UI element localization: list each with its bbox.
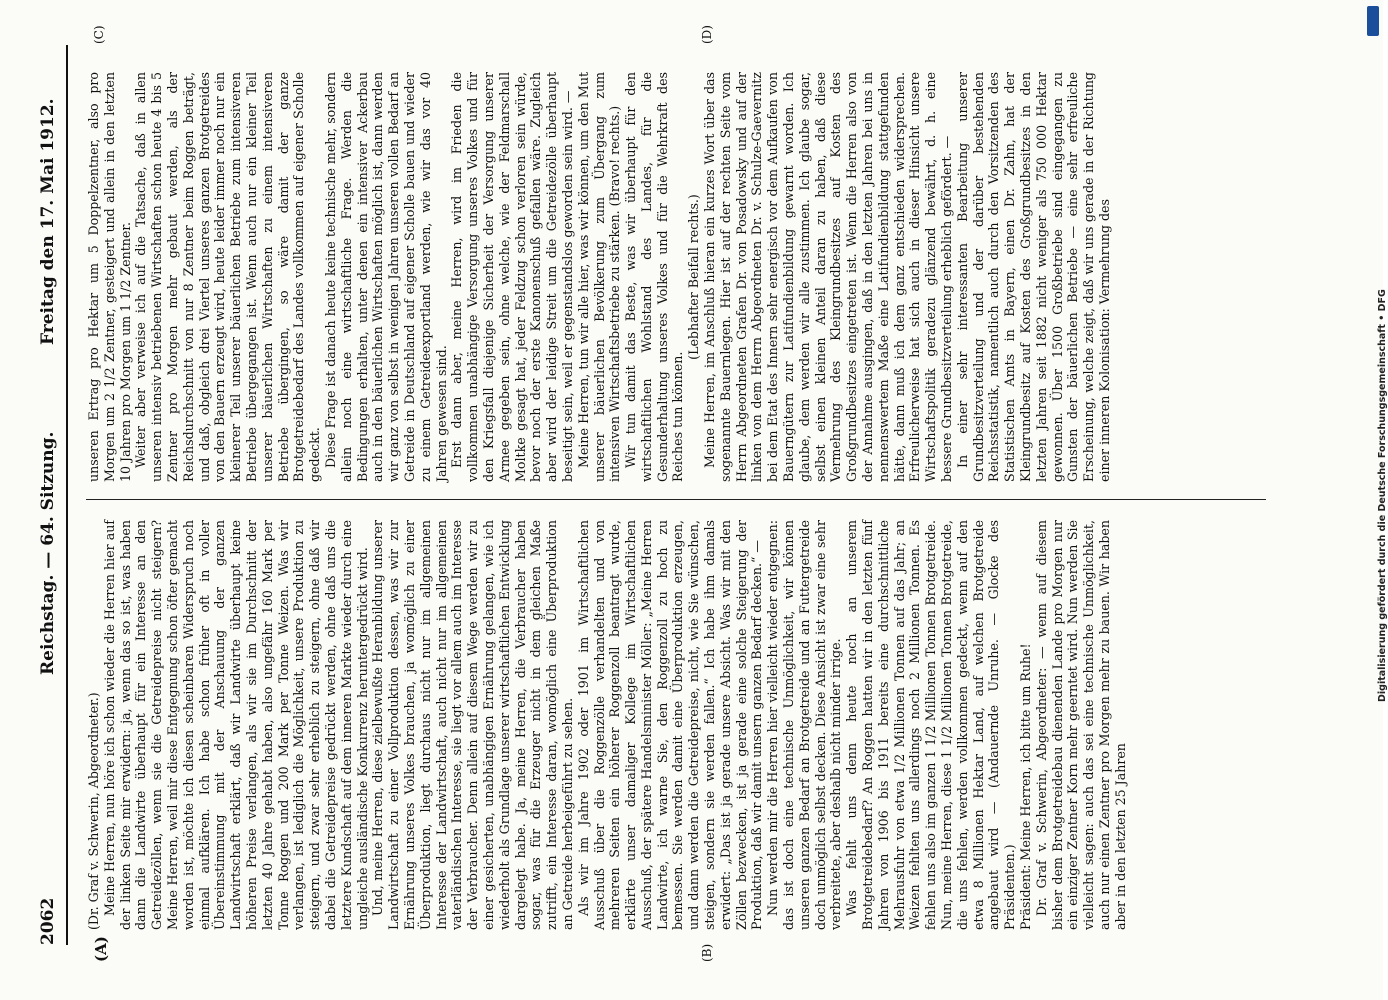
paragraph: Dr. Graf v. Schwerin, Abgeordneter: — wenn auf diesem bisher dem Brotgetreidebau dienenden Lande pro Morgen nur ein einziger Zentner Korn mehr geerntet wird. Nun werden Sie vielleicht sagen: auch das sei eine technische Unmöglichkeit, auch nur einen Zentner pro Morgen mehr zu bauen. Wir haben aber in den letzten 25 Jahren [1033,520,1128,930]
page-header [32,45,66,945]
page-number: 2062 [38,897,58,945]
paragraph: Wir tun damit das Beste, was wir überhaupt für den wirtschaftlichen Wohlstand des Landes, für die Gesunderhaltung unseres Volkes und für die Wehrkraft des Reiches tun können. [623,72,686,482]
president-remark: Präsident: Meine Herren, ich bitte um Ruhe! [1018,643,1034,930]
session-date: Freitag den 17. Mai 1912. [38,98,58,345]
margin-marker-b: (B) [700,943,714,962]
margin-marker-c: (C) [92,25,106,44]
paragraph: Weiter aber verweise ich auf die Tatsache, daß in allen unseren intensiv betriebenen Wirtschaften schon heute 4 bis 5 Zentner pro Morgen mehr gebaut werden, als der Reichsdurchschnitt von nur 8 Zentner beim Roggen beträgt, und daß, obgleich drei Viertel unseres ganzen Brotgetreides von den Bauern erzeugt wird, heute leider immer noch nur ein kleinerer Teil unserer bäuerlichen Betriebe zum intensiveren Betriebe übergegangen ist. Wenn auch nur ein kleiner Teil unserer bäuerlichen Wirtschaften zu einem intensiveren Betriebe übergingen, so wäre damit der ganze Brotgetreidebedarf des Landes vollkommen auf eigener Scholle gedeckt. [133,72,323,482]
right-column [86,72,1286,482]
paragraph: Was fehlt uns denn heute noch an unserem Brotgetreidebedarf? An Roggen hatten wir in den letzten fünf Jahren von 1906 bis 1911 bereits eine durchschnittliche Mehrausfuhr von etwa 1/2 Millionen Tonnen auf das Jahr; an Weizen fehlten uns allerdings noch 2 Millionen Tonnen. Es fehlen uns also im ganzen 1 1/2 Millionen Tonnen Brotgetreide. Nun, meine Herren, diese 1 1/2 Millionen Tonnen Brotgetreide, die uns fehlen, werden vollkommen gedeckt, wenn auf den etwa 8 Millionen Hektar Land, auf welchen Brotgetreide angebaut wird — (Andauernde Unruhe. — Glocke des Präsidenten.) [844,520,1018,930]
paragraph: Meine Herren, tun wir alle hier, was wir können, um den Mut unserer bäuerlichen Bevölkerung zum Übergang zum intensiven Wirtschaftsbetriebe zu stärken. (Bravo! rechts.) [575,72,623,482]
credit-strip [1365,10,1388,710]
paragraph: Meine Herren, nun höre ich schon wieder die Herren hier auf der linken Seite mir erwidern: ja, wenn das so ist, was haben dann die Landwirte überhaupt für ein Interesse an den Getreidezöllen, wenn sie die Getreidepreise nicht steigern? Meine Herren, weil mir diese Entgegnung schon öfter gemacht worden ist, möchte ich diesen scheinbaren Widerspruch noch einmal aufklären. Ich habe schon früher oft in voller Übereinstimmung mit der Anschauung der ganzen Landwirtschaft erklärt, daß wir Landwirte überhaupt keine höheren Preise verlangen, als wir sie im Durchschnitt der letzten 40 Jahre gehabt haben, also ungefähr 160 Mark per Tonne Roggen und 200 Mark per Tonne Weizen. Was wir verlangen, ist lediglich die Möglichkeit, unsere Produktion zu steigern, und zwar sehr erheblich zu steigern, ohne daß wir dabei die Getreidepreise gedrückt werden, ohne daß uns die letztere Kundschaft auf dem inneren Markte wieder durch eine ungleiche ausländische Konkurrenz heruntergedrückt wird. [101,520,370,930]
header-rule [66,45,68,945]
paragraph: Und, meine Herren, diese zielbewußte Heranbildung unserer Landwirtschaft zu einer Vollproduktion dessen, was wir zur Ernährung unseres Volkes brauchen, ja womöglich zu einer Überproduktion, liegt durchaus nicht nur im allgemeinen Interesse der Landwirtschaft, auch nicht nur im allgemeinen vaterländischen Interesse, sie liegt vor allem auch im Interesse der Verbraucher. Denn allein auf diesem Wege werden wir zu einer gesicherten, unabhängigen Ernährung gelangen, wie ich wiederholt als Grundlage unserer wirtschaftlichen Entwicklung dargelegt habe. Ja, meine Herren, die Verbraucher haben sogar, was für die Erzeuger nicht in dem gleichen Maße zutrifft, ein Interesse daran, womöglich eine Überproduktion an Getreide herbeigeführt zu sehen. [370,520,575,930]
paragraph: Meine Herren, im Anschluß hieran ein kurzes Wort über das sogenannte Bauernlegen. Hier ist auf der rechten Seite vom Herrn Abgeordneten Grafen Dr. von Posadowsky und auf der linken von dem Herrn Abgeordneten Dr. v. Schulze-Gaevernitz bei dem Etat des Innern sehr energisch vor dem Aufkaufen von Bauerngütern zur Latifundienbildung gewarnt worden. Ich glaube, dem werden wir alle zustimmen. Ich glaube sogar, selbst einen kleinen Anteil daran zu haben, daß diese Vermehrung des Kleingrundbesitzes auf Kosten des Großgrundbesitzes eingetreten ist. Wenn die Herren also von der Annahme ausgingen, daß in den letzten Jahren bei uns in nennenswertem Maße eine Latifundienbildung stattgefunden hätte, dann muß ich dem ganz entschieden widersprechen. Erfreulicherweise hat sich auch in dieser Hinsicht unsere Wirtschaftspolitik geradezu glänzend bewährt, d. h. eine bessere Grundbesitzverteilung erheblich gefördert. — [702,72,955,482]
applause-note: (Lebhafter Beifall rechts.) [686,194,702,360]
paragraph: Nun werden mir die Herren hier vielleicht wieder entgegnen: das ist doch eine technische Unmöglichkeit, wir können unseren ganzen Bedarf an Brotgetreide und an Futtergetreide doch unmöglich selbst decken. Diese Ansicht ist zwar eine sehr verbreitete, aber deshalb nicht minder irrige. [765,520,844,930]
speaker-note: (Dr. Graf v. Schwerin, Abgeordneter.) [86,692,101,930]
margin-marker-a: (A) [92,936,110,962]
paragraph: unseren Ertrag pro Hektar um 5 Doppelzentner, also pro Morgen um 2 1/2 Zentner, gesteigert und allein in den letzten 10 Jahren pro Morgen um 1 1/2 Zentner. [86,72,133,482]
paragraph: Diese Frage ist danach heute keine technische mehr, sondern allein noch eine wirtschaftliche Frage. Werden die Bedingungen erhalten, unter denen ein intensiver Ackerbau auch in den bäuerlichen Wirtschaften möglich ist, dann werden wir ganz von selbst in wenigen Jahren unseren vollen Bedarf an Getreide in Deutschland auf eigener Scholle bauen und wieder zu einem Getreideexportland werden, wie wir das vor 40 Jahren gewesen sind. [322,72,449,482]
left-column [86,520,1286,930]
paragraph: Erst dann aber, meine Herren, wird im Frieden die vollkommen unabhängige Versorgung unseres Volkes und für den Kriegsfall diejenige Sicherheit der Versorgung unserer Armee gegeben sein, ohne welche, wie der Feldmarschall Moltke gesagt hat, jeder Feldzug schon verloren sein würde, bevor noch der erste Kanonenschuß gefallen wäre. Zugleich aber wird der leidige Streit um die Getreidezölle überhaupt beseitigt sein, weil er gegenstandslos geworden sein wird. — [449,72,575,482]
margin-marker-d: (D) [700,25,714,44]
paragraph: In einer sehr interessanten Bearbeitung unserer Grundbesitzverteilung und der darüber bestehenden Reichsstatistik, namentlich auch durch den Vorsitzenden des Statistischen Amts in Bayern, einen Dr. Zahn, hat der Kleingrundbesitz auf Kosten des Großgrundbesitzes in den letzten Jahren seit 1882 nicht weniger als 750 000 Hektar gewonnen. Über 1500 Großbetriebe sind eingegangen zu Gunsten der bäuerlichen Betriebe — eine sehr erfreuliche Erscheinung, welche zeigt, daß wir uns gerade in der Richtung einer inneren Kolonisation: Vermehrung des [954,72,1112,482]
credit-text: Digitalisierung gefördert durch die Deutsche Forschungsgemeinschaft • DFG [1377,289,1388,702]
session-title: Reichstag. — 64. Sitzung. [38,431,58,675]
column-divider [86,499,1266,500]
paragraph: Als wir im Jahre 1902 oder 1901 im Wirtschaftlichen Ausschuß über die Roggenzölle verhandelten und von mehreren Seiten ein höherer Roggenzoll beantragt wurde, erklärte unser damaliger Kollege im Wirtschaftlichen Ausschuß, der spätere Handelsminister Möller: „Meine Herren Landwirte, ich warne Sie, den Roggenzoll zu hoch zu bemessen. Sie werden damit eine Überproduktion erzeugen, und dann werden die Getreidepreise, nicht, wie Sie wünschen, steigen, sondern sie werden fallen.“ Ich habe ihm damals erwidert: „Das ist ja gerade unsere Absicht. Was wir mit den Zöllen bezwecken, ist ja gerade eine solche Steigerung der Produktion, daß wir damit unsern ganzen Bedarf decken.“ — [575,520,765,930]
